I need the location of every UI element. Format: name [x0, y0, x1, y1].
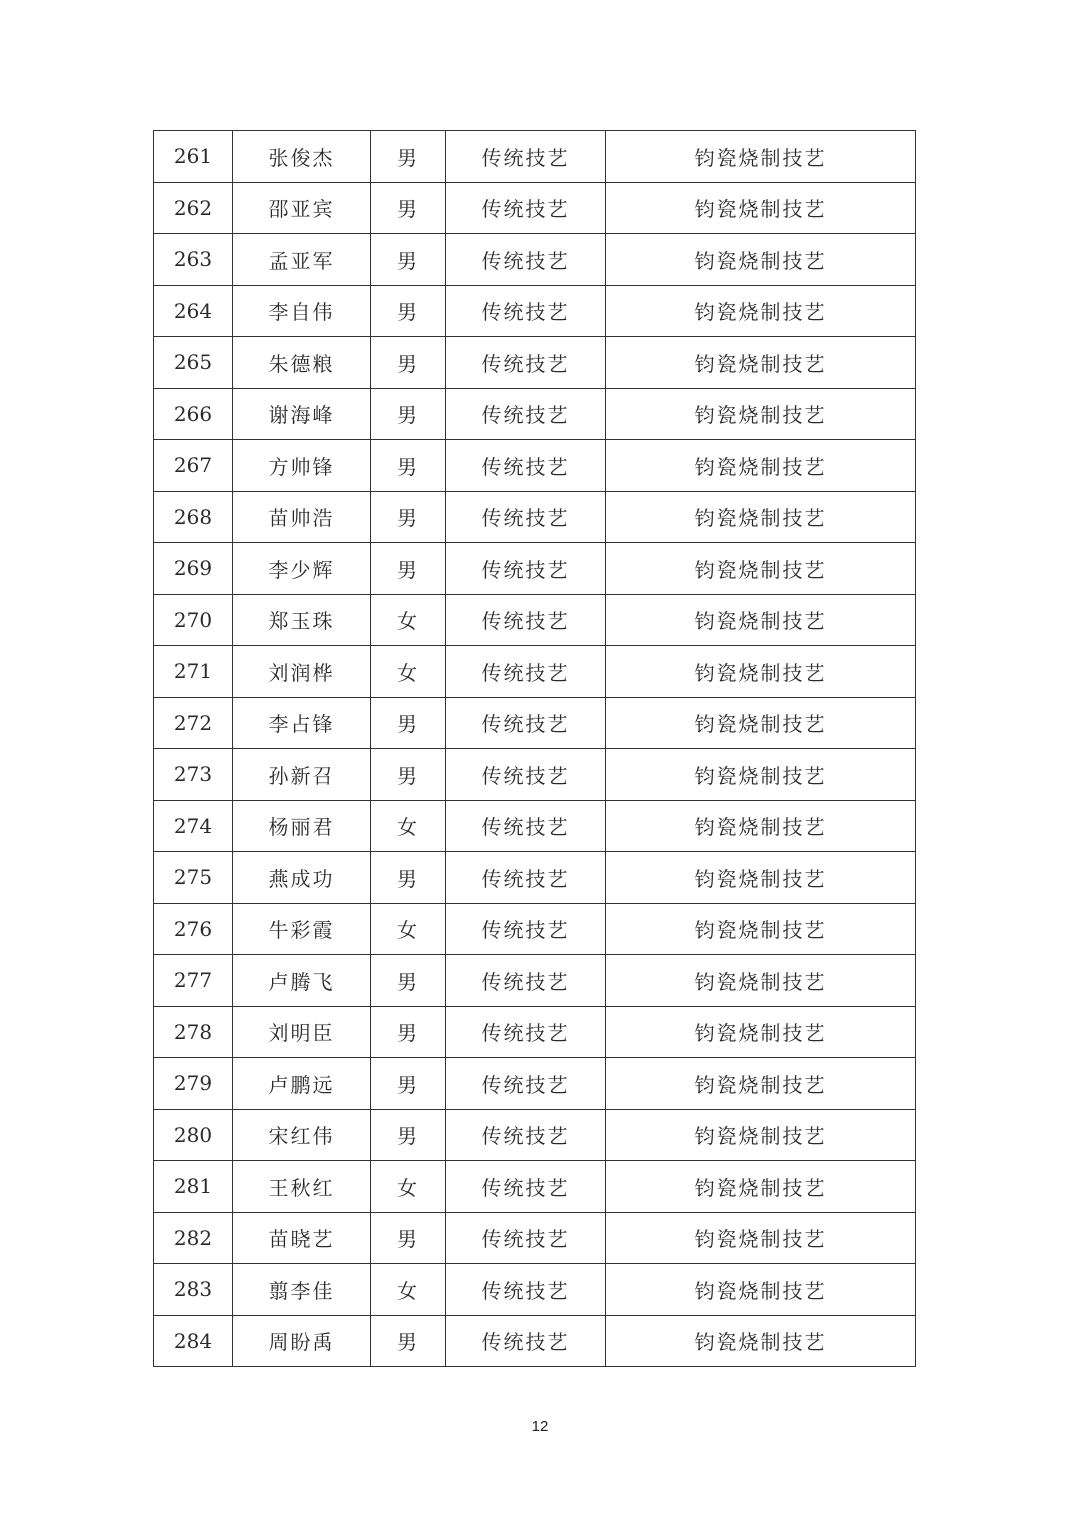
- table-row: [154, 1109, 916, 1161]
- cell-number: 272: [154, 697, 233, 749]
- roster-table: [153, 130, 916, 1367]
- cell-project: 钧瓷烧制技艺: [606, 1058, 916, 1110]
- cell-project: 钧瓷烧制技艺: [606, 1109, 916, 1161]
- cell-category: 传统技艺: [446, 594, 606, 646]
- cell-project: 钧瓷烧制技艺: [606, 1212, 916, 1264]
- cell-gender: 女: [371, 1264, 446, 1316]
- cell-name: 李自伟: [233, 285, 371, 337]
- cell-gender: 男: [371, 543, 446, 595]
- cell-number: 273: [154, 749, 233, 801]
- table-row: [154, 285, 916, 337]
- cell-gender: 男: [371, 285, 446, 337]
- cell-gender: 女: [371, 594, 446, 646]
- cell-name: 刘润桦: [233, 646, 371, 698]
- cell-category: 传统技艺: [446, 646, 606, 698]
- cell-category: 传统技艺: [446, 182, 606, 234]
- cell-category: 传统技艺: [446, 1161, 606, 1213]
- table-row: [154, 131, 916, 183]
- cell-project: 钧瓷烧制技艺: [606, 1161, 916, 1213]
- cell-project: 钧瓷烧制技艺: [606, 285, 916, 337]
- cell-number: 276: [154, 903, 233, 955]
- cell-project: 钧瓷烧制技艺: [606, 1006, 916, 1058]
- cell-project: 钧瓷烧制技艺: [606, 182, 916, 234]
- cell-number: 262: [154, 182, 233, 234]
- cell-category: 传统技艺: [446, 1264, 606, 1316]
- cell-category: 传统技艺: [446, 285, 606, 337]
- cell-name: 王秋红: [233, 1161, 371, 1213]
- cell-gender: 男: [371, 749, 446, 801]
- cell-name: 孟亚军: [233, 234, 371, 286]
- table-row: [154, 1161, 916, 1213]
- cell-project: 钧瓷烧制技艺: [606, 543, 916, 595]
- roster-body: [154, 131, 916, 1367]
- cell-name: 杨丽君: [233, 800, 371, 852]
- table-row: [154, 1058, 916, 1110]
- cell-number: 275: [154, 852, 233, 904]
- cell-gender: 女: [371, 1161, 446, 1213]
- cell-category: 传统技艺: [446, 852, 606, 904]
- cell-number: 264: [154, 285, 233, 337]
- cell-name: 刘明臣: [233, 1006, 371, 1058]
- cell-gender: 男: [371, 852, 446, 904]
- cell-category: 传统技艺: [446, 1006, 606, 1058]
- cell-category: 传统技艺: [446, 697, 606, 749]
- cell-category: 传统技艺: [446, 388, 606, 440]
- table-row: [154, 1212, 916, 1264]
- cell-name: 卢腾飞: [233, 955, 371, 1007]
- cell-project: 钧瓷烧制技艺: [606, 646, 916, 698]
- table-row: [154, 491, 916, 543]
- table-row: [154, 388, 916, 440]
- cell-name: 燕成功: [233, 852, 371, 904]
- cell-name: 孙新召: [233, 749, 371, 801]
- cell-gender: 男: [371, 1212, 446, 1264]
- table-row: [154, 1264, 916, 1316]
- table-row: [154, 234, 916, 286]
- table-row: [154, 800, 916, 852]
- cell-number: 274: [154, 800, 233, 852]
- cell-number: 279: [154, 1058, 233, 1110]
- cell-gender: 男: [371, 491, 446, 543]
- cell-number: 267: [154, 440, 233, 492]
- table-row: [154, 337, 916, 389]
- cell-name: 卢鹏远: [233, 1058, 371, 1110]
- cell-name: 张俊杰: [233, 131, 371, 183]
- cell-name: 苗帅浩: [233, 491, 371, 543]
- table-row: [154, 543, 916, 595]
- cell-number: 282: [154, 1212, 233, 1264]
- cell-gender: 男: [371, 955, 446, 1007]
- table-row: [154, 903, 916, 955]
- cell-category: 传统技艺: [446, 131, 606, 183]
- cell-gender: 男: [371, 1315, 446, 1367]
- cell-number: 261: [154, 131, 233, 183]
- cell-gender: 男: [371, 337, 446, 389]
- cell-gender: 女: [371, 646, 446, 698]
- cell-category: 传统技艺: [446, 234, 606, 286]
- page-number: 12: [531, 1418, 549, 1435]
- cell-project: 钧瓷烧制技艺: [606, 440, 916, 492]
- cell-project: 钧瓷烧制技艺: [606, 234, 916, 286]
- cell-gender: 男: [371, 1109, 446, 1161]
- cell-category: 传统技艺: [446, 955, 606, 1007]
- cell-number: 277: [154, 955, 233, 1007]
- cell-gender: 男: [371, 388, 446, 440]
- table-row: [154, 440, 916, 492]
- cell-number: 284: [154, 1315, 233, 1367]
- cell-category: 传统技艺: [446, 491, 606, 543]
- cell-project: 钧瓷烧制技艺: [606, 1264, 916, 1316]
- cell-name: 李占锋: [233, 697, 371, 749]
- cell-number: 268: [154, 491, 233, 543]
- cell-project: 钧瓷烧制技艺: [606, 903, 916, 955]
- cell-name: 邵亚宾: [233, 182, 371, 234]
- cell-project: 钧瓷烧制技艺: [606, 491, 916, 543]
- cell-project: 钧瓷烧制技艺: [606, 749, 916, 801]
- cell-project: 钧瓷烧制技艺: [606, 852, 916, 904]
- cell-name: 谢海峰: [233, 388, 371, 440]
- cell-category: 传统技艺: [446, 440, 606, 492]
- table-row: [154, 955, 916, 1007]
- cell-project: 钧瓷烧制技艺: [606, 337, 916, 389]
- cell-gender: 男: [371, 234, 446, 286]
- cell-gender: 男: [371, 1006, 446, 1058]
- cell-gender: 男: [371, 697, 446, 749]
- cell-category: 传统技艺: [446, 1315, 606, 1367]
- cell-category: 传统技艺: [446, 1058, 606, 1110]
- cell-project: 钧瓷烧制技艺: [606, 955, 916, 1007]
- cell-number: 270: [154, 594, 233, 646]
- cell-number: 281: [154, 1161, 233, 1213]
- cell-number: 283: [154, 1264, 233, 1316]
- cell-gender: 女: [371, 800, 446, 852]
- table-row: [154, 182, 916, 234]
- table-row: [154, 749, 916, 801]
- cell-gender: 男: [371, 131, 446, 183]
- cell-number: 271: [154, 646, 233, 698]
- cell-project: 钧瓷烧制技艺: [606, 1315, 916, 1367]
- table-row: [154, 646, 916, 698]
- cell-name: 苗晓艺: [233, 1212, 371, 1264]
- cell-category: 传统技艺: [446, 1109, 606, 1161]
- cell-number: 278: [154, 1006, 233, 1058]
- cell-project: 钧瓷烧制技艺: [606, 594, 916, 646]
- cell-gender: 男: [371, 440, 446, 492]
- cell-project: 钧瓷烧制技艺: [606, 131, 916, 183]
- cell-number: 263: [154, 234, 233, 286]
- table-row: [154, 852, 916, 904]
- cell-name: 周盼禹: [233, 1315, 371, 1367]
- cell-category: 传统技艺: [446, 749, 606, 801]
- cell-number: 269: [154, 543, 233, 595]
- cell-category: 传统技艺: [446, 903, 606, 955]
- cell-project: 钧瓷烧制技艺: [606, 388, 916, 440]
- cell-gender: 男: [371, 1058, 446, 1110]
- cell-number: 280: [154, 1109, 233, 1161]
- cell-gender: 男: [371, 182, 446, 234]
- cell-category: 传统技艺: [446, 800, 606, 852]
- cell-gender: 女: [371, 903, 446, 955]
- cell-number: 265: [154, 337, 233, 389]
- cell-name: 牛彩霞: [233, 903, 371, 955]
- cell-project: 钧瓷烧制技艺: [606, 697, 916, 749]
- cell-name: 李少辉: [233, 543, 371, 595]
- table-row: [154, 697, 916, 749]
- table-row: [154, 1006, 916, 1058]
- cell-category: 传统技艺: [446, 1212, 606, 1264]
- cell-name: 宋红伟: [233, 1109, 371, 1161]
- cell-name: 朱德粮: [233, 337, 371, 389]
- cell-name: 郑玉珠: [233, 594, 371, 646]
- cell-name: 方帅锋: [233, 440, 371, 492]
- table-row: [154, 1315, 916, 1367]
- cell-project: 钧瓷烧制技艺: [606, 800, 916, 852]
- cell-number: 266: [154, 388, 233, 440]
- table-row: [154, 594, 916, 646]
- cell-category: 传统技艺: [446, 337, 606, 389]
- cell-category: 传统技艺: [446, 543, 606, 595]
- cell-name: 翦李佳: [233, 1264, 371, 1316]
